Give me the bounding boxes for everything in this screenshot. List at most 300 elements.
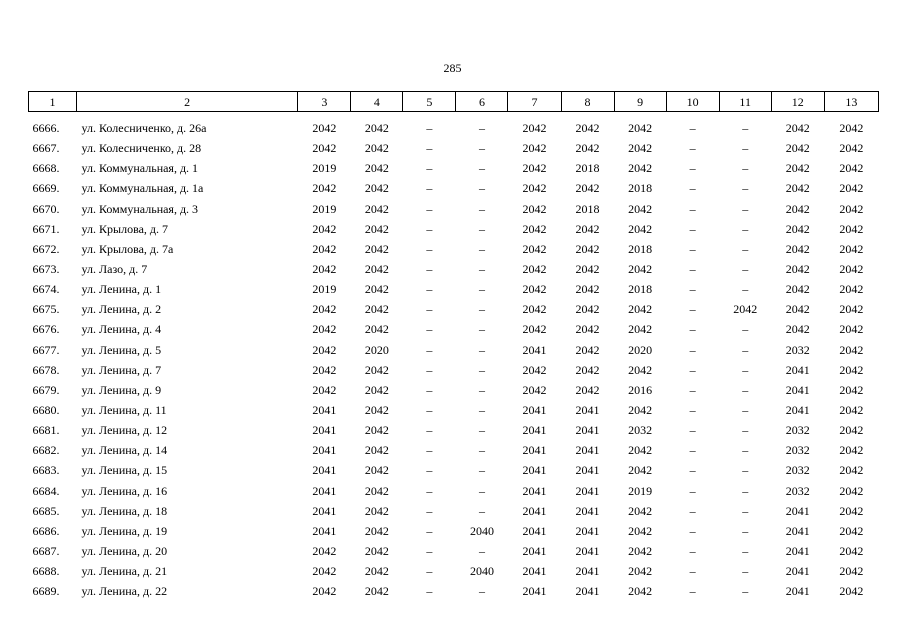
year-cell-col-3: 2019 <box>312 161 337 176</box>
year-cell-col-12: 2032 <box>785 463 810 478</box>
year-cell-col-13: 2042 <box>839 463 864 478</box>
row-number-cell: 6687. <box>32 544 60 559</box>
year-cell-col-6: – <box>478 403 485 418</box>
row-number-cell: 6684. <box>32 483 60 498</box>
year-cell-col-7: 2042 <box>522 181 547 196</box>
year-cell-col-12: 2042 <box>785 201 810 216</box>
year-cell-col-5: – <box>426 544 433 559</box>
year-cell-col-8: 2041 <box>575 423 600 438</box>
year-cell-col-10: – <box>689 564 696 579</box>
year-cell-col-9: 2042 <box>628 201 653 216</box>
year-cell-col-5: – <box>426 141 433 156</box>
year-cell-col-11: – <box>742 362 749 377</box>
year-cell-col-11: 2042 <box>733 302 758 317</box>
year-cell-col-7: 2042 <box>522 161 547 176</box>
year-cell-col-8: 2041 <box>575 403 600 418</box>
year-cell-col-5: – <box>426 161 433 176</box>
column-header-4: 4 <box>351 92 403 112</box>
table-row <box>29 299 879 319</box>
year-cell-col-12: 2041 <box>785 382 810 397</box>
year-cell-col-3: 2019 <box>312 282 337 297</box>
year-cell-col-8: 2042 <box>575 282 600 297</box>
year-cell-col-13: 2042 <box>839 201 864 216</box>
year-cell-col-7: 2042 <box>522 241 547 256</box>
address-cell: ул. Ленина, д. 9 <box>81 382 162 397</box>
year-cell-col-4: 2042 <box>364 403 389 418</box>
year-cell-col-8: 2041 <box>575 523 600 538</box>
year-cell-col-10: – <box>689 523 696 538</box>
year-cell-col-10: – <box>689 382 696 397</box>
year-cell-col-11: – <box>742 221 749 236</box>
year-cell-col-3: 2042 <box>312 262 337 277</box>
address-cell: ул. Ленина, д. 11 <box>81 403 167 418</box>
year-cell-col-11: – <box>742 322 749 337</box>
row-number-cell: 6671. <box>32 221 60 236</box>
header-row <box>29 92 879 112</box>
year-cell-col-3: 2042 <box>312 564 337 579</box>
table-row <box>29 158 879 178</box>
year-cell-col-6: – <box>478 443 485 458</box>
year-cell-col-4: 2042 <box>364 282 389 297</box>
year-cell-col-13: 2042 <box>839 362 864 377</box>
year-cell-col-5: – <box>426 302 433 317</box>
year-cell-col-5: – <box>426 181 433 196</box>
year-cell-col-10: – <box>689 302 696 317</box>
year-cell-col-3: 2041 <box>312 503 337 518</box>
year-cell-col-3: 2041 <box>312 483 337 498</box>
year-cell-col-13: 2042 <box>839 302 864 317</box>
year-cell-col-8: 2041 <box>575 564 600 579</box>
year-cell-col-12: 2042 <box>785 121 810 136</box>
year-cell-col-12: 2042 <box>785 141 810 156</box>
year-cell-col-6: – <box>478 161 485 176</box>
year-cell-col-13: 2042 <box>839 262 864 277</box>
year-cell-col-12: 2042 <box>785 282 810 297</box>
year-cell-col-6: – <box>478 302 485 317</box>
year-cell-col-4: 2042 <box>364 221 389 236</box>
year-cell-col-6: 2040 <box>469 523 494 538</box>
year-cell-col-3: 2042 <box>312 241 337 256</box>
year-cell-col-11: – <box>742 483 749 498</box>
year-cell-col-3: 2041 <box>312 403 337 418</box>
year-cell-col-9: 2042 <box>628 503 653 518</box>
column-header-13: 13 <box>824 92 878 112</box>
year-cell-col-11: – <box>742 503 749 518</box>
year-cell-col-9: 2042 <box>628 463 653 478</box>
year-cell-col-13: 2042 <box>839 141 864 156</box>
year-cell-col-7: 2042 <box>522 282 547 297</box>
table-row <box>29 481 879 501</box>
address-cell: ул. Ленина, д. 2 <box>81 302 162 317</box>
address-cell: ул. Ленина, д. 4 <box>81 322 162 337</box>
year-cell-col-11: – <box>742 262 749 277</box>
year-cell-col-9: 2018 <box>628 282 653 297</box>
address-cell: ул. Крылова, д. 7 <box>81 221 169 236</box>
address-cell: ул. Ленина, д. 16 <box>81 483 168 498</box>
year-cell-col-3: 2041 <box>312 463 337 478</box>
year-cell-col-9: 2042 <box>628 443 653 458</box>
year-cell-col-6: – <box>478 382 485 397</box>
year-cell-col-10: – <box>689 201 696 216</box>
year-cell-col-8: 2042 <box>575 322 600 337</box>
year-cell-col-3: 2041 <box>312 443 337 458</box>
address-cell: ул. Ленина, д. 19 <box>81 523 168 538</box>
year-cell-col-8: 2041 <box>575 584 600 599</box>
year-cell-col-9: 2042 <box>628 544 653 559</box>
year-cell-col-8: 2042 <box>575 221 600 236</box>
year-cell-col-4: 2020 <box>364 342 389 357</box>
year-cell-col-7: 2041 <box>522 564 547 579</box>
year-cell-col-8: 2018 <box>575 201 600 216</box>
year-cell-col-11: – <box>742 523 749 538</box>
column-header-5: 5 <box>403 92 456 112</box>
year-cell-col-6: – <box>478 221 485 236</box>
year-cell-col-3: 2042 <box>312 141 337 156</box>
year-cell-col-5: – <box>426 382 433 397</box>
year-cell-col-4: 2042 <box>364 181 389 196</box>
year-cell-col-10: – <box>689 463 696 478</box>
year-cell-col-9: 2019 <box>628 483 653 498</box>
year-cell-col-6: – <box>478 342 485 357</box>
year-cell-col-10: – <box>689 181 696 196</box>
year-cell-col-7: 2041 <box>522 463 547 478</box>
row-number-cell: 6685. <box>32 503 60 518</box>
year-cell-col-9: 2042 <box>628 302 653 317</box>
year-cell-col-12: 2032 <box>785 342 810 357</box>
column-header-8: 8 <box>561 92 614 112</box>
year-cell-col-9: 2032 <box>628 423 653 438</box>
year-cell-col-4: 2042 <box>364 241 389 256</box>
address-cell: ул. Ленина, д. 15 <box>81 463 168 478</box>
year-cell-col-5: – <box>426 483 433 498</box>
year-cell-col-7: 2041 <box>522 443 547 458</box>
year-cell-col-12: 2041 <box>785 403 810 418</box>
year-cell-col-8: 2042 <box>575 362 600 377</box>
year-cell-col-6: – <box>478 584 485 599</box>
column-header-7: 7 <box>508 92 561 112</box>
row-number-cell: 6677. <box>32 342 60 357</box>
year-cell-col-4: 2042 <box>364 161 389 176</box>
year-cell-col-12: 2042 <box>785 262 810 277</box>
year-cell-col-7: 2041 <box>522 342 547 357</box>
year-cell-col-3: 2042 <box>312 382 337 397</box>
year-cell-col-13: 2042 <box>839 483 864 498</box>
table-body <box>29 112 879 602</box>
year-cell-col-12: 2042 <box>785 181 810 196</box>
year-cell-col-11: – <box>742 141 749 156</box>
year-cell-col-5: – <box>426 564 433 579</box>
year-cell-col-5: – <box>426 362 433 377</box>
year-cell-col-7: 2042 <box>522 141 547 156</box>
year-cell-col-8: 2042 <box>575 262 600 277</box>
year-cell-col-5: – <box>426 121 433 136</box>
year-cell-col-7: 2041 <box>522 544 547 559</box>
year-cell-col-11: – <box>742 544 749 559</box>
year-cell-col-4: 2042 <box>364 523 389 538</box>
year-cell-col-10: – <box>689 262 696 277</box>
year-cell-col-12: 2042 <box>785 241 810 256</box>
table-row <box>29 360 879 380</box>
row-number-cell: 6675. <box>32 302 60 317</box>
year-cell-col-9: 2020 <box>628 342 653 357</box>
year-cell-col-13: 2042 <box>839 382 864 397</box>
year-cell-col-11: – <box>742 403 749 418</box>
year-cell-col-3: 2042 <box>312 584 337 599</box>
row-number-cell: 6673. <box>32 262 60 277</box>
year-cell-col-11: – <box>742 181 749 196</box>
year-cell-col-3: 2042 <box>312 544 337 559</box>
year-cell-col-4: 2042 <box>364 201 389 216</box>
year-cell-col-13: 2042 <box>839 503 864 518</box>
year-cell-col-6: 2040 <box>469 564 494 579</box>
year-cell-col-12: 2041 <box>785 544 810 559</box>
year-cell-col-9: 2042 <box>628 161 653 176</box>
year-cell-col-7: 2042 <box>522 201 547 216</box>
year-cell-col-5: – <box>426 322 433 337</box>
year-cell-col-6: – <box>478 241 485 256</box>
year-cell-col-4: 2042 <box>364 262 389 277</box>
year-cell-col-11: – <box>742 463 749 478</box>
year-cell-col-12: 2041 <box>785 362 810 377</box>
year-cell-col-11: – <box>742 241 749 256</box>
year-cell-col-4: 2042 <box>364 322 389 337</box>
year-cell-col-8: 2018 <box>575 161 600 176</box>
year-cell-col-11: – <box>742 121 749 136</box>
year-cell-col-9: 2042 <box>628 564 653 579</box>
year-cell-col-10: – <box>689 423 696 438</box>
year-cell-col-7: 2042 <box>522 362 547 377</box>
row-number-cell: 6688. <box>32 564 60 579</box>
year-cell-col-8: 2041 <box>575 483 600 498</box>
year-cell-col-13: 2042 <box>839 423 864 438</box>
year-cell-col-9: 2042 <box>628 322 653 337</box>
year-cell-col-3: 2042 <box>312 322 337 337</box>
year-cell-col-12: 2042 <box>785 161 810 176</box>
year-cell-col-8: 2042 <box>575 121 600 136</box>
table-row <box>29 199 879 219</box>
address-cell: ул. Крылова, д. 7а <box>81 241 174 256</box>
year-cell-col-8: 2042 <box>575 241 600 256</box>
year-cell-col-13: 2042 <box>839 342 864 357</box>
year-cell-col-10: – <box>689 221 696 236</box>
year-cell-col-5: – <box>426 342 433 357</box>
year-cell-col-4: 2042 <box>364 382 389 397</box>
page-number: 285 <box>443 61 462 75</box>
year-cell-col-13: 2042 <box>839 121 864 136</box>
year-cell-col-12: 2032 <box>785 423 810 438</box>
year-cell-col-12: 2032 <box>785 443 810 458</box>
year-cell-col-6: – <box>478 423 485 438</box>
year-cell-col-12: 2041 <box>785 523 810 538</box>
year-cell-col-6: – <box>478 121 485 136</box>
year-cell-col-10: – <box>689 584 696 599</box>
year-cell-col-8: 2042 <box>575 382 600 397</box>
row-number-cell: 6669. <box>32 181 60 196</box>
address-cell: ул. Колесниченко, д. 28 <box>81 141 202 156</box>
address-cell: ул. Ленина, д. 22 <box>81 584 168 599</box>
row-number-cell: 6683. <box>32 463 60 478</box>
table-row <box>29 239 879 259</box>
year-cell-col-8: 2041 <box>575 503 600 518</box>
year-cell-col-3: 2042 <box>312 181 337 196</box>
row-number-cell: 6680. <box>32 403 60 418</box>
address-cell: ул. Ленина, д. 7 <box>81 362 162 377</box>
year-cell-col-7: 2041 <box>522 523 547 538</box>
year-cell-col-5: – <box>426 423 433 438</box>
row-number-cell: 6668. <box>32 161 60 176</box>
year-cell-col-4: 2042 <box>364 121 389 136</box>
year-cell-col-3: 2019 <box>312 201 337 216</box>
row-number-cell: 6674. <box>32 282 60 297</box>
year-cell-col-5: – <box>426 584 433 599</box>
year-cell-col-9: 2042 <box>628 403 653 418</box>
year-cell-col-12: 2042 <box>785 302 810 317</box>
column-header-11: 11 <box>719 92 771 112</box>
year-cell-col-5: – <box>426 262 433 277</box>
table-row <box>29 561 879 581</box>
year-cell-col-6: – <box>478 262 485 277</box>
column-header-1: 1 <box>29 92 77 112</box>
table-row <box>29 279 879 299</box>
year-cell-col-8: 2042 <box>575 141 600 156</box>
year-cell-col-5: – <box>426 201 433 216</box>
year-cell-col-12: 2042 <box>785 322 810 337</box>
year-cell-col-10: – <box>689 342 696 357</box>
table-row <box>29 460 879 480</box>
year-cell-col-4: 2042 <box>364 423 389 438</box>
year-cell-col-7: 2042 <box>522 121 547 136</box>
table-row <box>29 541 879 561</box>
year-cell-col-6: – <box>478 503 485 518</box>
year-cell-col-5: – <box>426 282 433 297</box>
address-cell: ул. Коммунальная, д. 3 <box>81 201 199 216</box>
column-header-6: 6 <box>456 92 508 112</box>
year-cell-col-13: 2042 <box>839 322 864 337</box>
address-cell: ул. Ленина, д. 14 <box>81 443 168 458</box>
row-number-cell: 6678. <box>32 362 60 377</box>
year-cell-col-6: – <box>478 463 485 478</box>
table-row <box>29 581 879 601</box>
year-cell-col-6: – <box>478 362 485 377</box>
year-cell-col-10: – <box>689 241 696 256</box>
table-row <box>29 112 879 139</box>
year-cell-col-8: 2042 <box>575 342 600 357</box>
row-number-cell: 6672. <box>32 241 60 256</box>
year-cell-col-4: 2042 <box>364 463 389 478</box>
year-cell-col-3: 2042 <box>312 362 337 377</box>
year-cell-col-10: – <box>689 141 696 156</box>
year-cell-col-3: 2042 <box>312 221 337 236</box>
table-row <box>29 138 879 158</box>
table-row <box>29 319 879 339</box>
row-number-cell: 6689. <box>32 584 60 599</box>
year-cell-col-3: 2042 <box>312 302 337 317</box>
year-cell-col-4: 2042 <box>364 302 389 317</box>
address-cell: ул. Ленина, д. 5 <box>81 342 162 357</box>
year-cell-col-7: 2041 <box>522 423 547 438</box>
year-cell-col-5: – <box>426 241 433 256</box>
year-cell-col-10: – <box>689 443 696 458</box>
year-cell-col-11: – <box>742 201 749 216</box>
year-cell-col-8: 2042 <box>575 302 600 317</box>
table-row <box>29 259 879 279</box>
year-cell-col-9: 2018 <box>628 181 653 196</box>
year-cell-col-10: – <box>689 161 696 176</box>
year-cell-col-5: – <box>426 523 433 538</box>
address-cell: ул. Коммунальная, д. 1а <box>81 181 204 196</box>
year-cell-col-13: 2042 <box>839 564 864 579</box>
column-header-9: 9 <box>614 92 666 112</box>
year-cell-col-7: 2042 <box>522 302 547 317</box>
address-cell: ул. Ленина, д. 12 <box>81 423 168 438</box>
year-cell-col-5: – <box>426 221 433 236</box>
year-cell-col-3: 2042 <box>312 121 337 136</box>
year-cell-col-13: 2042 <box>839 282 864 297</box>
table-row <box>29 440 879 460</box>
year-cell-col-10: – <box>689 362 696 377</box>
year-cell-col-6: – <box>478 141 485 156</box>
year-cell-col-11: – <box>742 443 749 458</box>
year-cell-col-11: – <box>742 161 749 176</box>
address-cell: ул. Ленина, д. 18 <box>81 503 168 518</box>
year-cell-col-11: – <box>742 423 749 438</box>
year-cell-col-4: 2042 <box>364 544 389 559</box>
row-number-cell: 6681. <box>32 423 60 438</box>
row-number-cell: 6666. <box>32 121 60 136</box>
year-cell-col-12: 2042 <box>785 221 810 236</box>
year-cell-col-8: 2041 <box>575 463 600 478</box>
row-number-cell: 6686. <box>32 523 60 538</box>
year-cell-col-4: 2042 <box>364 483 389 498</box>
table-row <box>29 420 879 440</box>
year-cell-col-6: – <box>478 181 485 196</box>
column-header-2: 2 <box>77 92 298 112</box>
year-cell-col-10: – <box>689 483 696 498</box>
year-cell-col-4: 2042 <box>364 503 389 518</box>
year-cell-col-7: 2042 <box>522 382 547 397</box>
year-cell-col-9: 2042 <box>628 584 653 599</box>
year-cell-col-10: – <box>689 544 696 559</box>
year-cell-col-6: – <box>478 483 485 498</box>
year-cell-col-9: 2042 <box>628 121 653 136</box>
year-cell-col-3: 2042 <box>312 342 337 357</box>
year-cell-col-9: 2042 <box>628 141 653 156</box>
year-cell-col-12: 2041 <box>785 584 810 599</box>
year-cell-col-6: – <box>478 282 485 297</box>
year-cell-col-9: 2042 <box>628 523 653 538</box>
address-cell: ул. Ленина, д. 20 <box>81 544 168 559</box>
row-number-cell: 6682. <box>32 443 60 458</box>
year-cell-col-12: 2041 <box>785 503 810 518</box>
row-number-cell: 6667. <box>32 141 60 156</box>
year-cell-col-10: – <box>689 503 696 518</box>
year-cell-col-5: – <box>426 463 433 478</box>
year-cell-col-10: – <box>689 403 696 418</box>
year-cell-col-7: 2042 <box>522 221 547 236</box>
year-cell-col-9: 2018 <box>628 241 653 256</box>
year-cell-col-3: 2041 <box>312 523 337 538</box>
year-cell-col-5: – <box>426 503 433 518</box>
column-header-3: 3 <box>298 92 351 112</box>
year-cell-col-9: 2016 <box>628 382 653 397</box>
year-cell-col-7: 2041 <box>522 483 547 498</box>
year-cell-col-13: 2042 <box>839 443 864 458</box>
year-cell-col-11: – <box>742 584 749 599</box>
year-cell-col-4: 2042 <box>364 564 389 579</box>
year-cell-col-5: – <box>426 403 433 418</box>
column-header-10: 10 <box>666 92 719 112</box>
year-cell-col-4: 2042 <box>364 141 389 156</box>
